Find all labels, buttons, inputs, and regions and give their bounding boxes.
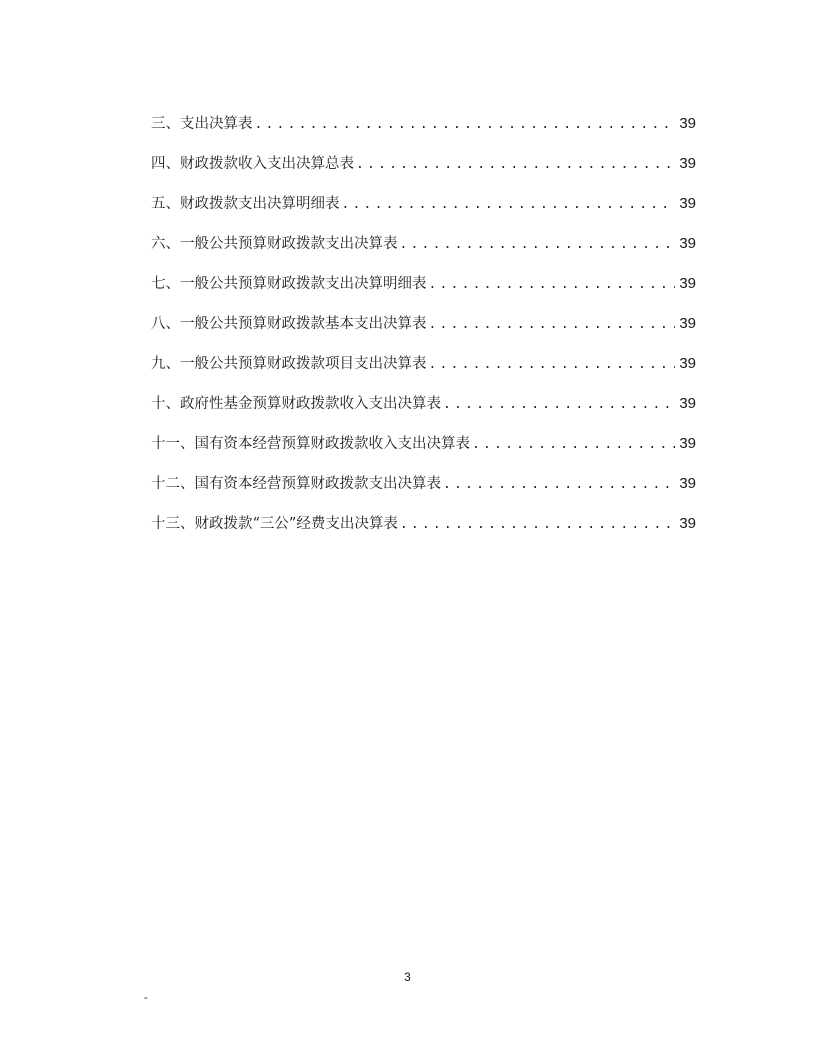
toc-entry-title: 十一、国有资本经营预算财政拨款收入支出决算表: [151, 436, 470, 452]
toc-entry-page: 39: [679, 115, 696, 132]
page-number: 3: [404, 970, 411, 984]
toc-dot-leader: [443, 473, 675, 497]
toc-entry[interactable]: [151, 192, 696, 232]
toc-entry[interactable]: [151, 472, 696, 512]
toc-entry-page: 39: [679, 275, 696, 292]
toc-dot-leader: [342, 193, 676, 217]
toc-dot-leader: [429, 273, 676, 297]
table-of-contents: [151, 112, 696, 552]
toc-entry[interactable]: [151, 512, 696, 552]
toc-entry-title: 十三、财政拨款“三公”经费支出决算表: [151, 516, 398, 532]
toc-entry-page: 39: [679, 195, 696, 212]
toc-entry-page: 39: [679, 475, 696, 492]
toc-entry[interactable]: [151, 232, 696, 272]
toc-entry[interactable]: [151, 352, 696, 392]
toc-entry[interactable]: [151, 112, 696, 152]
toc-dot-leader: [255, 113, 676, 137]
footer-mark: -: [144, 992, 148, 1004]
toc-entry[interactable]: [151, 312, 696, 352]
toc-entry-page: 39: [679, 435, 696, 452]
toc-entry-page: 39: [679, 395, 696, 412]
toc-entry-title: 八、一般公共预算财政拨款基本支出决算表: [151, 316, 427, 332]
toc-entry-title: 三、支出决算表: [151, 116, 253, 132]
toc-entry-page: 39: [679, 515, 696, 532]
toc-entry-title: 九、一般公共预算财政拨款项目支出决算表: [151, 356, 427, 372]
toc-entry[interactable]: [151, 152, 696, 192]
toc-dot-leader: [400, 513, 675, 537]
toc-dot-leader: [443, 393, 675, 417]
toc-entry-title: 六、一般公共预算财政拨款支出决算表: [151, 236, 398, 252]
toc-dot-leader: [400, 233, 676, 257]
toc-entry-page: 39: [679, 235, 696, 252]
toc-entry-title: 四、财政拨款收入支出决算总表: [151, 156, 354, 172]
toc-entry-page: 39: [679, 355, 696, 372]
toc-dot-leader: [429, 313, 676, 337]
toc-entry-title: 十二、国有资本经营预算财政拨款支出决算表: [151, 476, 441, 492]
toc-dot-leader: [472, 433, 675, 457]
toc-entry[interactable]: [151, 272, 696, 312]
toc-entry-title: 七、一般公共预算财政拨款支出决算明细表: [151, 276, 427, 292]
toc-dot-leader: [356, 153, 675, 177]
toc-entry[interactable]: [151, 432, 696, 472]
toc-dot-leader: [429, 353, 676, 377]
toc-entry-title: 五、财政拨款支出决算明细表: [151, 196, 340, 212]
toc-entry[interactable]: [151, 392, 696, 432]
toc-entry-page: 39: [679, 155, 696, 172]
toc-entry-page: 39: [679, 315, 696, 332]
toc-entry-title: 十、政府性基金预算财政拨款收入支出决算表: [151, 396, 441, 412]
